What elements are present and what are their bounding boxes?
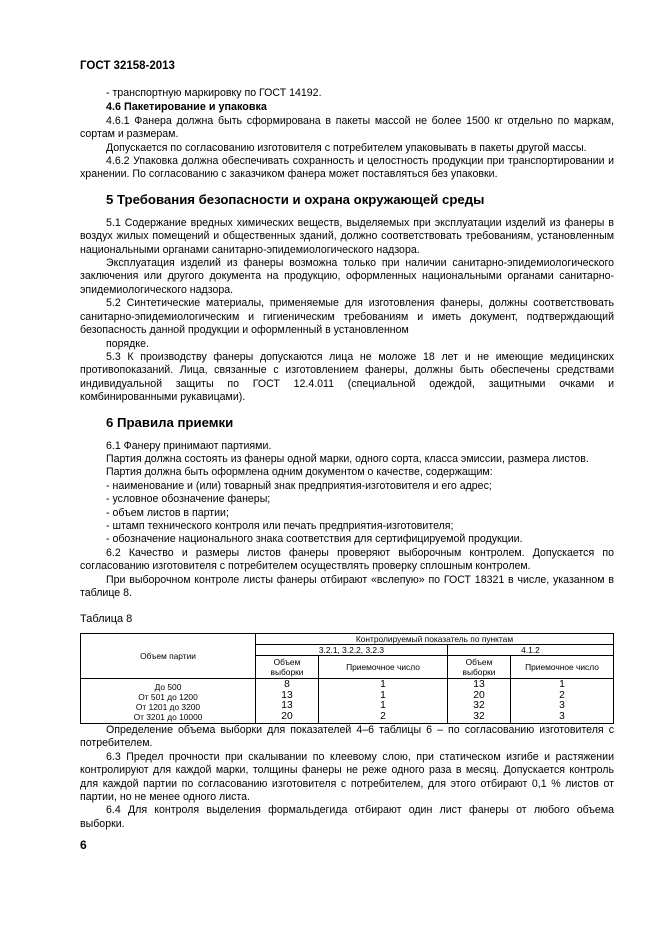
header-group-2: 4.1.2 <box>448 644 614 655</box>
paragraph-6-1c: Партия должна быть оформлена одним документом о качестве, содержащим: <box>106 466 493 479</box>
paragraph-5-1: 5.1 Содержание вредных химических веществ, выделяемых при эксплуатации изделий из фанеры в воздух жилых помещений и общественных зданий, должно соответствовать требованиям, установленным национальными органами санитарно-эпидемиологического надзора. <box>80 216 614 256</box>
section-heading-5: 5 Требования безопасности и охрана окружающей среды <box>106 191 485 207</box>
list-item: - штамп технического контроля или печать предприятия-изготовителя; <box>106 519 454 532</box>
paragraph-6-1: 6.1 Фанеру принимают партиями. <box>106 439 272 452</box>
column-lot-size <box>81 678 256 723</box>
paragraph-4-6-2: 4.6.2 Упаковка должна обеспечивать сохранность и целостность продукции при транспортировании и хранении. По согласованию с заказчиком фанера может поставляться без упаковки. <box>80 155 614 181</box>
table-cell: 2 <box>559 689 565 701</box>
table-cell: 1 <box>559 678 565 690</box>
header-lot-size: Объем партии <box>81 633 256 678</box>
table-cell: 3 <box>559 700 565 712</box>
paragraph-6-4: 6.4 Для контроля выделения формальдегида отбирают один лист фанеры от любого объема выборки. <box>80 804 614 830</box>
paragraph-sample-volume-note: Определение объема выборки для показателей 4–6 таблицы 6 – по согласованию изготовителя с потребителем. <box>80 724 614 750</box>
header-sample-size: Объем выборки <box>256 655 319 678</box>
table-cell: 13 <box>281 700 293 712</box>
table-cell: 1 <box>380 700 386 712</box>
paragraph-6-1b: Партия должна состоять из фанеры одной марки, одного сорта, класса эмиссии, размера листов. <box>106 452 589 465</box>
table-cell: От 3201 до 10000 <box>133 711 203 722</box>
list-item: - объем листов в партии; <box>106 506 229 519</box>
table-cell: 20 <box>281 711 293 723</box>
table-cell: 1 <box>380 678 386 690</box>
list-item: - условное обозначение фанеры; <box>106 493 271 506</box>
standard-header: ГОСТ 32158-2013 <box>80 60 175 72</box>
header-sample-size: Объем выборки <box>448 655 511 678</box>
header-group-1: 3.2.1, 3.2.2, 3.2.3 <box>256 644 448 655</box>
column-sample-2 <box>448 678 511 723</box>
header-controlled-indicator: Контролируемый показатель по пунктам <box>256 633 614 644</box>
paragraph-6-2: 6.2 Качество и размеры листов фанеры проверяют выборочным контролем. Допускается по согласованию изготовителя с потребителем осуществлять проверку сплошным контролем. <box>80 546 614 573</box>
paragraph-5-3: 5.3 К производству фанеры допускаются лица не моложе 18 лет и не имеющие медицинских противопоказаний. Лица, связанные с изготовлением фанеры, должны быть обеспечены средствами индивидуальной защиты по ГОСТ 12.4.011 (специальной одеждой, защитными очками и комбинированными рукавицами). <box>80 350 614 404</box>
table-cell: 13 <box>281 689 293 701</box>
header-acceptance-number: Приемочное число <box>511 655 614 678</box>
paragraph-5-2: 5.2 Синтетические материалы, применяемые для изготовления фанеры, должны соответствовать санитарно-эпидемиологическим и гигиеническим требованиям и иметь документ, подтверждающий безопасность данной продукции и оформленный в установленном <box>80 297 614 337</box>
table-cell: 20 <box>473 689 485 701</box>
paragraph-transport-marking: - транспортную маркировку по ГОСТ 14192. <box>106 87 322 99</box>
column-acceptance-1 <box>319 678 448 723</box>
heading-4-6: 4.6 Пакетирование и упаковка <box>106 101 267 114</box>
paragraph-4-6-1: 4.6.1 Фанера должна быть сформирована в пакеты массой не более 1500 кг отдельно по маркам, сортам и размерам. <box>80 114 614 141</box>
paragraph-6-3: 6.3 Предел прочности при скалывании по клеевому слою, при статическом изгибе и растяжении контролируют для каждой марки, толщины фанеры не реже одного раза в месяц. Допускается контроль для каждой партии по согласованию изготовителя с потребителем, для этого отбирают 0,1 % листов от партии, но не менее одного листа. <box>80 750 614 804</box>
table-cell: 8 <box>284 678 290 690</box>
table-cell: От 501 до 1200 <box>138 691 198 702</box>
paragraph-5-1b: Эксплуатация изделий из фанеры возможна только при наличии санитарно-эпидемиологического заключения или другого документа на продукцию, оформленных национальными органами санитарно-эпидемиологического надзора. <box>80 257 614 296</box>
header-acceptance-number: Приемочное число <box>319 655 448 678</box>
table-cell: 3 <box>559 711 565 723</box>
table-cell: До 500 <box>154 681 182 692</box>
table-cell: 32 <box>473 700 485 712</box>
table-cell: От 1201 до 3200 <box>135 701 201 712</box>
column-sample-1 <box>256 678 319 723</box>
paragraph-5-2b: порядке. <box>106 337 149 350</box>
table-cell: 2 <box>380 711 386 723</box>
table-cell: 32 <box>473 711 485 723</box>
section-heading-6: 6 Правила приемки <box>106 414 234 430</box>
list-item: - обозначение национального знака соответствия для сертифицируемой продукции. <box>106 533 523 546</box>
table-caption: Таблица 8 <box>80 613 133 626</box>
paragraph-6-2b: При выборочном контроле листы фанеры отбирают «вслепую» по ГОСТ 18321 в числе, указанном в таблице 8. <box>80 573 614 599</box>
paragraph-4-6-1b: Допускается по согласованию изготовителя с потребителем упаковывать в пакеты другой массы. <box>106 141 587 154</box>
column-acceptance-2 <box>511 678 614 723</box>
page-number: 6 <box>80 838 87 852</box>
table-cell: 13 <box>473 678 485 690</box>
table-cell: 1 <box>380 689 386 701</box>
page-body <box>80 87 614 831</box>
table-8 <box>80 633 614 724</box>
list-item: - наименование и (или) товарный знак предприятия-изготовителя и его адрес; <box>106 479 492 492</box>
